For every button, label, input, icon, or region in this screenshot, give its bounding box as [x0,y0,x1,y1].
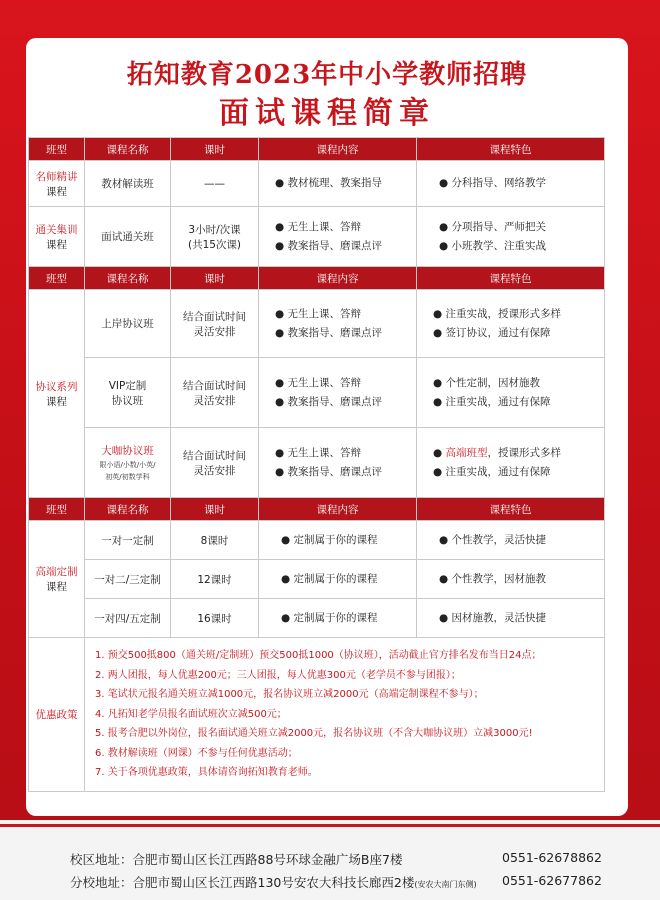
campus-address [70,850,630,868]
course-content: ● 定制属于你的课程 [259,560,417,599]
course-content: ● 无生上课、答辩 ● 教案指导、磨课点评 [259,290,417,358]
course-hours: 16课时 [171,599,259,638]
page-title: 拓知教育2023年中小学教师招聘 [126,60,528,90]
course-hours: 结合面试时间 灵活安排 [171,428,259,498]
table-row [29,428,605,498]
table-row [29,207,605,267]
header-type: 班型 [29,267,85,290]
course-hours: 12课时 [171,560,259,599]
course-features: ● 注重实战，授课形式多样 ● 签订协议，通过有保障 [417,290,605,358]
branch-phone: 0551-62677862 [502,873,602,888]
course-hours: 3小时/次课 (共15次课) [171,207,259,267]
course-content: ● 无生上课、答辩 ● 教案指导、磨课点评 [259,358,417,428]
campus-phone: 0551-62678862 [502,850,602,865]
header-content: 课程内容 [259,267,417,290]
header-features: 课程特色 [417,498,605,521]
table-row [29,521,605,560]
header-type: 班型 [29,138,85,161]
table-header [29,138,605,161]
course-name: VIP定制 协议班 [85,358,171,428]
policy-item: 4. 凡拓知老学员报名面试班次立减500元； [95,708,287,720]
branch-note: (安农大南门东侧) [414,880,477,889]
header-content: 课程内容 [259,498,417,521]
course-content: ● 定制属于你的课程 [259,599,417,638]
course-content: ● 无生上课、答辩 ● 教案指导、磨课点评 [259,207,417,267]
policy-label: 优惠政策 [29,638,85,792]
page-subtitle: 面试课程简章 [219,96,435,131]
course-features: ● 个性教学，灵活快捷 [417,521,605,560]
header-course-name: 课程名称 [85,267,171,290]
branch-label: 分校地址： [70,875,133,890]
header-features: 课程特色 [417,267,605,290]
course-name: 面试通关班 [85,207,171,267]
course-content: ● 无生上课、答辩 ● 教案指导、磨课点评 [259,428,417,498]
campus-label: 校区地址： [70,852,133,867]
course-hours: —— [171,161,259,207]
policy-row [29,638,605,792]
policy-item: 2. 两人团报，每人优惠200元；三人团报，每人优惠300元（老学员不参与团报）； [95,669,461,681]
class-type: 名师精讲 课程 [29,161,85,207]
policy-item: 6. 教材解读班（网课）不参与任何优惠活动； [95,747,298,759]
table-row [29,290,605,358]
course-features: ● 分项指导、严师把关 ● 小班教学、注重实战 [417,207,605,267]
course-name: 上岸协议班 [85,290,171,358]
class-type: 高端定制 课程 [29,521,85,638]
course-content: ● 教材梳理、教案指导 [259,161,417,207]
table-row [29,358,605,428]
policy-list [85,638,605,792]
course-features: ● 分科指导、网络教学 [417,161,605,207]
course-features: ● 个性教学，因材施教 [417,560,605,599]
course-name: 一对二/三定制 [85,560,171,599]
course-table [28,137,605,792]
policy-item: 3. 笔试状元报名通关班立减1000元，报名协议班立减2000元（高端定制课程不参与）； [95,689,484,700]
course-content: ● 定制属于你的课程 [259,521,417,560]
policy-item: 5. 报考合肥以外岗位，报名面试通关班立减2000元，报名协议班（不含大咖协议班）立减3000元! [95,728,533,739]
header-course-name: 课程名称 [85,138,171,161]
header-features: 课程特色 [417,138,605,161]
header-course-name: 课程名称 [85,498,171,521]
header-type: 班型 [29,498,85,521]
course-features: ● 因材施教，灵活快捷 [417,599,605,638]
table-row [29,161,605,207]
header-hours: 课时 [171,138,259,161]
course-features: ● 高端班型，授课形式多样 ● 注重实战，通过有保障 [417,428,605,498]
policy-item: 7. 关于各项优惠政策，具体请咨询拓知教育老师。 [95,767,318,778]
course-hours: 结合面试时间 灵活安排 [171,290,259,358]
class-type: 协议系列 课程 [29,290,85,498]
course-hours: 结合面试时间 灵活安排 [171,358,259,428]
table-row [29,560,605,599]
course-features: ● 个性定制，因材施教 ● 注重实战，通过有保障 [417,358,605,428]
class-type: 通关集训 课程 [29,207,85,267]
table-header [29,267,605,290]
header-content: 课程内容 [259,138,417,161]
course-hours: 8课时 [171,521,259,560]
branch-address-text: 合肥市蜀山区长江西路130号安农大科技长廊西2楼 [132,875,415,890]
course-name: 一对一定制 [85,521,171,560]
course-name: 大咖协议班 限小语/小数/小英/ 初英/初数学科 [85,428,171,498]
course-name: 教材解读班 [85,161,171,207]
policy-item: 1. 预交500抵800（通关班/定制班）预交500抵1000（协议班），活动截止官方排名发布当日24点； [95,650,542,661]
header-hours: 课时 [171,267,259,290]
campus-address-text: 合肥市蜀山区长江西路88号环球金融广场B座7楼 [132,852,403,867]
footer-divider [0,824,660,827]
branch-address [70,873,630,891]
course-name: 一对四/五定制 [85,599,171,638]
header-hours: 课时 [171,498,259,521]
table-header [29,498,605,521]
table-row [29,599,605,638]
